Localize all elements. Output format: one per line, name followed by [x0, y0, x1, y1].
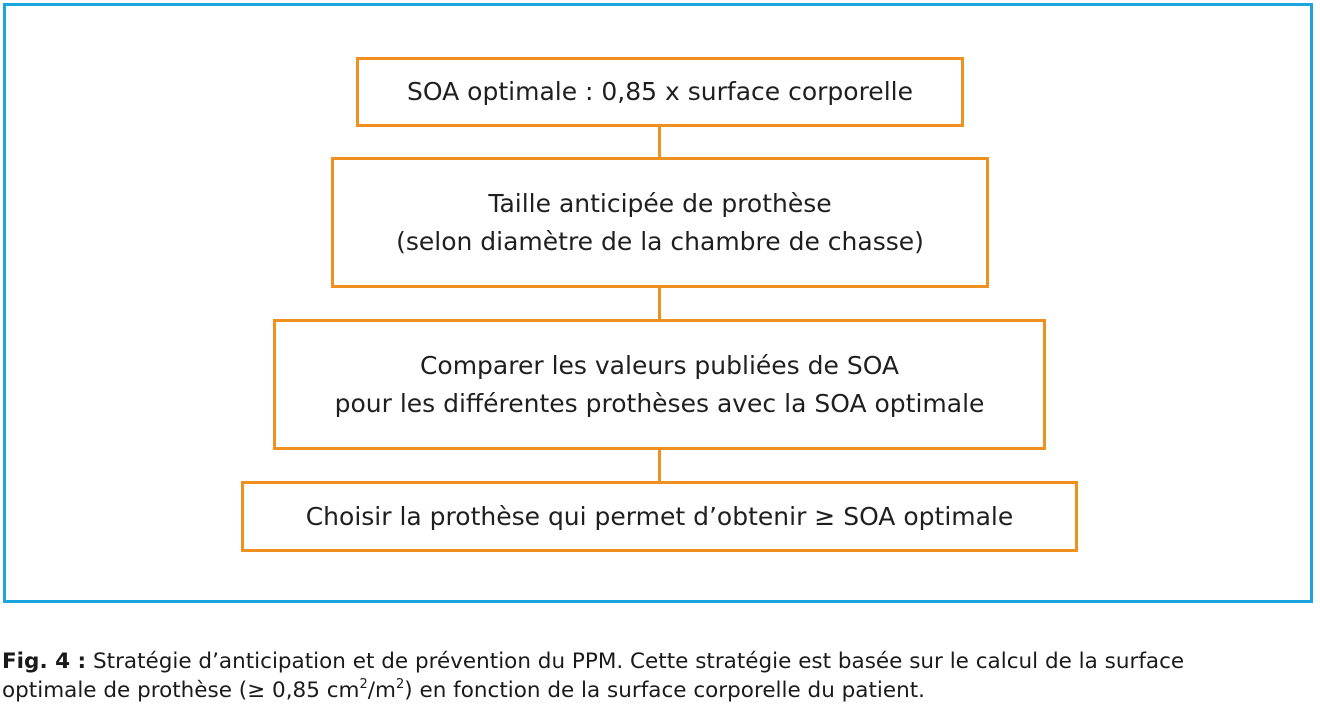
caption-line-2: [2, 676, 1318, 705]
caption-text-2c: ) en fonction de la surface corporelle du patient.: [404, 678, 926, 703]
step-box-1: [356, 57, 964, 127]
step-1-line-1: SOA optimale : 0,85 x surface corporelle: [407, 77, 913, 106]
figure-caption: [2, 647, 1318, 705]
caption-text-1: Stratégie d’anticipation et de prévention du PPM. Cette stratégie est basée sur le calcul de la surface: [93, 649, 1185, 674]
step-3-line-2: pour les différentes prothèses avec la SOA optimale: [334, 388, 985, 418]
caption-sup-1: 2: [359, 677, 368, 692]
step-box-2: [331, 157, 989, 288]
caption-text-2a: optimale de prothèse (≥ 0,85 cm: [2, 678, 360, 703]
step-box-4: [241, 481, 1078, 552]
step-2-line-1: Taille anticipée de prothèse: [488, 188, 832, 218]
caption-line-1: [2, 647, 1318, 676]
caption-label: Fig. 4 :: [2, 649, 87, 674]
connector-2-3: [658, 287, 661, 320]
step-4-line-1: Choisir la prothèse qui permet d’obtenir ≥ SOA optimale: [305, 501, 1014, 531]
connector-1-2: [658, 126, 661, 158]
step-3-line-1: Comparer les valeurs publiées de SOA: [419, 350, 900, 380]
step-box-3: [273, 319, 1046, 450]
connector-3-4: [658, 449, 661, 482]
step-2-line-2: (selon diamètre de la chambre de chasse): [396, 226, 924, 256]
caption-sup-2: 2: [395, 677, 405, 692]
caption-text-2b: /m: [367, 678, 396, 703]
